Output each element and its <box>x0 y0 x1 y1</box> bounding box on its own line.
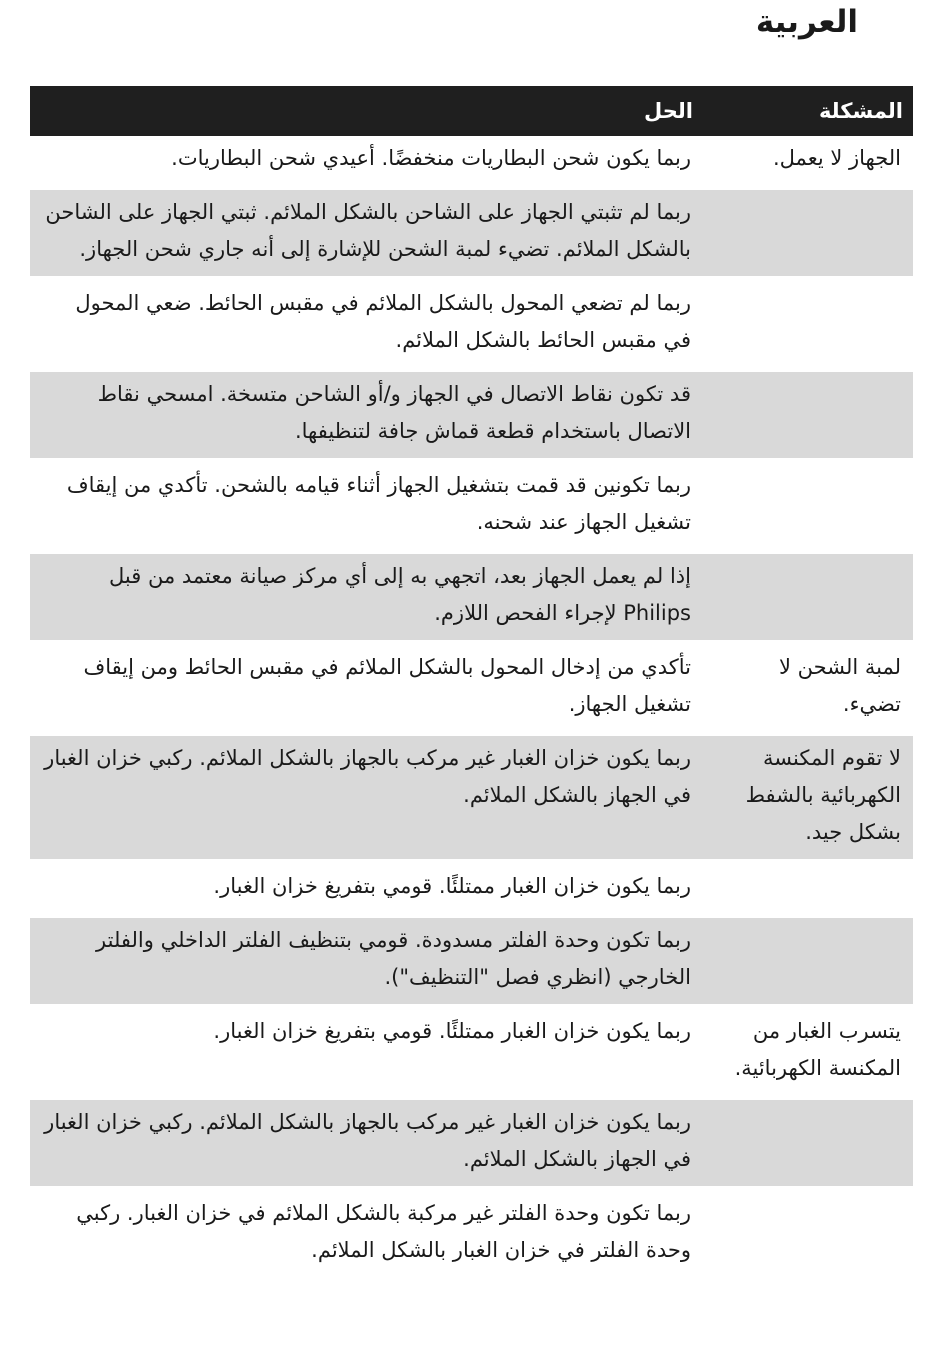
problem-cell <box>703 188 913 279</box>
table-row <box>30 916 913 1007</box>
troubleshooting-table <box>30 86 913 1277</box>
table-header-row <box>30 86 913 136</box>
table-row <box>30 552 913 643</box>
table-row <box>30 862 913 916</box>
header-problem: المشكلة <box>703 86 913 136</box>
problem-cell <box>703 916 913 1007</box>
solution-cell: ربما يكون خزان الغبار ممتلئًا. قومي بتفريغ خزان الغبار. <box>30 1007 703 1098</box>
table-row <box>30 370 913 461</box>
problem-cell <box>703 862 913 916</box>
solution-cell: ربما تكون وحدة الفلتر مسدودة. قومي بتنظيف الفلتر الداخلي والفلتر الخارجي (انظري فصل "التنظيف"). <box>30 916 703 1007</box>
problem-cell: يتسرب الغبار من المكنسة الكهربائية. <box>703 1007 913 1098</box>
table-row <box>30 643 913 734</box>
solution-cell: قد تكون نقاط الاتصال في الجهاز و/أو الشاحن متسخة. امسحي نقاط الاتصال باستخدام قطعة قماش جافة لتنظيفها. <box>30 370 703 461</box>
problem-cell: لا تقوم المكنسة الكهربائية بالشفط بشكل جيد. <box>703 734 913 862</box>
solution-cell: ربما لم تثبتي الجهاز على الشاحن بالشكل الملائم. ثبتي الجهاز على الشاحن بالشكل الملائم. تضيء لمبة الشحن للإشارة إلى أنه جاري شحن الجهاز. <box>30 188 703 279</box>
table-row <box>30 734 913 862</box>
table-row <box>30 1098 913 1189</box>
problem-cell: لمبة الشحن لا تضيء. <box>703 643 913 734</box>
table-row <box>30 461 913 552</box>
problem-cell: الجهاز لا يعمل. <box>772 146 901 170</box>
problem-cell <box>703 1098 913 1189</box>
solution-cell: ربما يكون خزان الغبار غير مركب بالجهاز بالشكل الملائم. ركبي خزان الغبار في الجهاز بالشكل الملائم. <box>30 1098 703 1189</box>
solution-cell: ربما يكون شحن البطاريات منخفضًا. أعيدي شحن البطاريات. <box>171 146 691 170</box>
solution-cell: ربما يكون خزان الغبار غير مركب بالجهاز بالشكل الملائم. ركبي خزان الغبار في الجهاز بالشكل الملائم. <box>30 734 703 862</box>
table-row <box>30 279 913 370</box>
solution-cell: ربما يكون خزان الغبار ممتلئًا. قومي بتفريغ خزان الغبار. <box>30 862 703 916</box>
table-row <box>30 136 913 188</box>
problem-cell <box>703 461 913 552</box>
solution-cell: ربما لم تضعي المحول بالشكل الملائم في مقبس الحائط. ضعي المحول في مقبس الحائط بالشكل الملائم. <box>30 279 703 370</box>
table-row <box>30 188 913 279</box>
problem-cell <box>703 279 913 370</box>
problem-cell <box>703 370 913 461</box>
solution-cell: ربما تكونين قد قمت بتشغيل الجهاز أثناء قيامه بالشحن. تأكدي من إيقاف تشغيل الجهاز عند شحنه. <box>30 461 703 552</box>
solution-cell: إذا لم يعمل الجهاز بعد، اتجهي به إلى أي مركز صيانة معتمد من قبل Philips لإجراء الفحص اللازم. <box>30 552 703 643</box>
problem-cell <box>703 1189 913 1278</box>
table-row <box>30 1189 913 1278</box>
header-solution: الحل <box>30 86 703 136</box>
problem-cell <box>703 552 913 643</box>
solution-cell: تأكدي من إدخال المحول بالشكل الملائم في مقبس الحائط ومن إيقاف تشغيل الجهاز. <box>30 643 703 734</box>
solution-cell: ربما تكون وحدة الفلتر غير مركبة بالشكل الملائم في خزان الغبار. ركبي وحدة الفلتر في خزان الغبار بالشكل الملائم. <box>30 1189 703 1278</box>
language-title: العربية <box>755 4 858 40</box>
table-row <box>30 1007 913 1098</box>
